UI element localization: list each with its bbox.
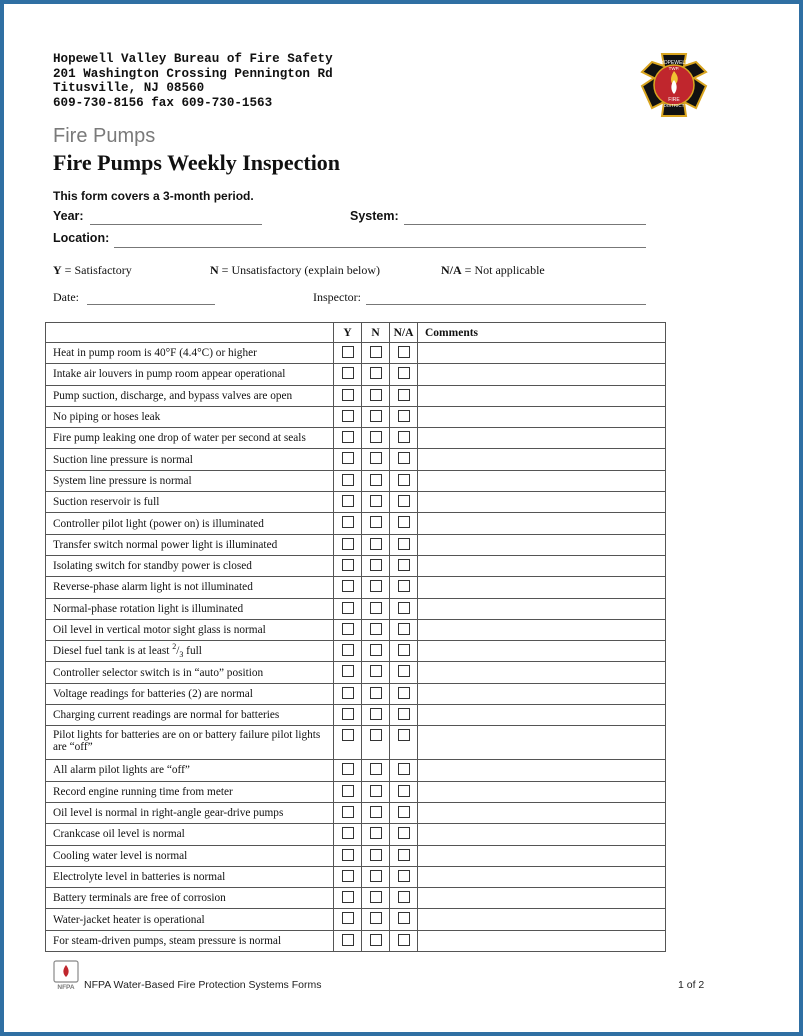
- org-name: Hopewell Valley Bureau of Fire Safety: [53, 52, 333, 66]
- checkbox-y[interactable]: [342, 827, 354, 839]
- checkbox-n[interactable]: [370, 346, 382, 358]
- checkbox-n[interactable]: [370, 495, 382, 507]
- page-number: 1 of 2: [678, 979, 705, 991]
- checkbox-n[interactable]: [370, 580, 382, 592]
- checkbox-n[interactable]: [370, 559, 382, 571]
- org-phone: 609-730-8156 fax 609-730-1563: [53, 95, 273, 110]
- inspection-item: Battery terminals are free of corrosion: [46, 888, 334, 909]
- checkbox-cell-n: [362, 781, 390, 802]
- checkbox-n[interactable]: [370, 389, 382, 401]
- checkbox-na[interactable]: [398, 516, 410, 528]
- legend-unsatisfactory: N = Unsatisfactory (explain below): [210, 263, 381, 277]
- comments-cell[interactable]: [418, 343, 666, 364]
- checkbox-na[interactable]: [398, 389, 410, 401]
- checkbox-na[interactable]: [398, 495, 410, 507]
- comments-cell[interactable]: [418, 760, 666, 781]
- checkbox-n[interactable]: [370, 870, 382, 882]
- table-row: [46, 577, 666, 598]
- checkbox-cell-n: [362, 555, 390, 576]
- checkbox-cell-y: [334, 492, 362, 513]
- checkbox-cell-n: [362, 385, 390, 406]
- checkbox-cell-na: [390, 449, 418, 470]
- checkbox-cell-y: [334, 619, 362, 640]
- table-header-row: [46, 323, 666, 343]
- checkbox-na[interactable]: [398, 346, 410, 358]
- checkbox-cell-y: [334, 930, 362, 951]
- checkbox-n[interactable]: [370, 665, 382, 677]
- inspection-item: Crankcase oil level is normal: [46, 824, 334, 845]
- checkbox-y[interactable]: [342, 389, 354, 401]
- checkbox-cell-y: [334, 726, 362, 760]
- inspection-item: Suction line pressure is normal: [46, 449, 334, 470]
- section-title: Fire Pumps: [53, 125, 156, 147]
- checkbox-cell-y: [334, 534, 362, 555]
- checkbox-y[interactable]: [342, 891, 354, 903]
- checkbox-y[interactable]: [342, 580, 354, 592]
- comments-cell[interactable]: [418, 619, 666, 640]
- checkbox-cell-y: [334, 683, 362, 704]
- checkbox-cell-n: [362, 449, 390, 470]
- table-row: [46, 343, 666, 364]
- nfpa-logo-icon: [53, 960, 79, 990]
- checkbox-cell-na: [390, 845, 418, 866]
- checkbox-cell-na: [390, 470, 418, 491]
- comments-cell[interactable]: [418, 930, 666, 951]
- checkbox-cell-n: [362, 470, 390, 491]
- form-period-note: This form covers a 3-month period.: [53, 189, 254, 203]
- comments-cell[interactable]: [418, 705, 666, 726]
- checkbox-cell-n: [362, 909, 390, 930]
- logo-text-hopewell: HOPEWELL: [660, 60, 688, 66]
- checkbox-cell-na: [390, 364, 418, 385]
- table-row: [46, 619, 666, 640]
- checkbox-cell-na: [390, 909, 418, 930]
- organization-address: [53, 52, 333, 110]
- checkbox-cell-na: [390, 619, 418, 640]
- inspection-item: Intake air louvers in pump room appear operational: [46, 364, 334, 385]
- inspection-item: Electrolyte level in batteries is normal: [46, 866, 334, 887]
- table-row: [46, 385, 666, 406]
- table-row: [46, 683, 666, 704]
- inspection-item: All alarm pilot lights are “off”: [46, 760, 334, 781]
- comments-cell[interactable]: [418, 470, 666, 491]
- checkbox-cell-y: [334, 470, 362, 491]
- checkbox-cell-n: [362, 406, 390, 427]
- table-row: [46, 470, 666, 491]
- table-row: [46, 598, 666, 619]
- comments-cell[interactable]: [418, 662, 666, 683]
- comments-cell[interactable]: [418, 492, 666, 513]
- checkbox-na[interactable]: [398, 687, 410, 699]
- checkbox-n[interactable]: [370, 912, 382, 924]
- inspection-item: Diesel fuel tank is at least $^2/_3$ full: [46, 641, 334, 662]
- table-row: [46, 888, 666, 909]
- checkbox-cell-na: [390, 343, 418, 364]
- legend-satisfactory: Y = Satisfactory: [53, 263, 132, 277]
- checkbox-cell-n: [362, 428, 390, 449]
- checkbox-cell-na: [390, 555, 418, 576]
- checkbox-cell-na: [390, 598, 418, 619]
- table-row: [46, 726, 666, 760]
- checkbox-n[interactable]: [370, 367, 382, 379]
- location-field[interactable]: [114, 247, 646, 248]
- checkbox-y[interactable]: [342, 849, 354, 861]
- checkbox-n[interactable]: [370, 849, 382, 861]
- checkbox-na[interactable]: [398, 912, 410, 924]
- checkbox-n[interactable]: [370, 516, 382, 528]
- checkbox-na[interactable]: [398, 602, 410, 614]
- checkbox-na[interactable]: [398, 870, 410, 882]
- checkbox-n[interactable]: [370, 708, 382, 720]
- checkbox-y[interactable]: [342, 687, 354, 699]
- checkbox-cell-n: [362, 343, 390, 364]
- table-row: [46, 662, 666, 683]
- inspection-item: For steam-driven pumps, steam pressure is normal: [46, 930, 334, 951]
- inspection-item: Transfer switch normal power light is illuminated: [46, 534, 334, 555]
- comments-cell[interactable]: [418, 888, 666, 909]
- comments-cell[interactable]: [418, 555, 666, 576]
- checkbox-cell-na: [390, 683, 418, 704]
- checkbox-n[interactable]: [370, 474, 382, 486]
- comments-cell[interactable]: [418, 845, 666, 866]
- inspection-item: Suction reservoir is full: [46, 492, 334, 513]
- system-field[interactable]: [404, 224, 646, 225]
- checkbox-na[interactable]: [398, 474, 410, 486]
- checkbox-cell-n: [362, 683, 390, 704]
- checkbox-n[interactable]: [370, 934, 382, 946]
- comments-cell[interactable]: [418, 641, 666, 662]
- checkbox-cell-y: [334, 555, 362, 576]
- checkbox-na[interactable]: [398, 538, 410, 550]
- inspector-field[interactable]: [366, 304, 646, 305]
- table-row: [46, 802, 666, 823]
- checkbox-cell-na: [390, 428, 418, 449]
- checkbox-cell-na: [390, 641, 418, 662]
- checkbox-na[interactable]: [398, 806, 410, 818]
- checkbox-cell-y: [334, 343, 362, 364]
- checkbox-cell-y: [334, 641, 362, 662]
- checkbox-cell-na: [390, 385, 418, 406]
- checkbox-cell-y: [334, 364, 362, 385]
- checkbox-n[interactable]: [370, 785, 382, 797]
- checkbox-cell-na: [390, 534, 418, 555]
- checkbox-y[interactable]: [342, 729, 354, 741]
- checkbox-cell-y: [334, 449, 362, 470]
- inspection-item: Water-jacket heater is operational: [46, 909, 334, 930]
- checkbox-na[interactable]: [398, 934, 410, 946]
- checkbox-y[interactable]: [342, 516, 354, 528]
- table-row: [46, 781, 666, 802]
- checkbox-y[interactable]: [342, 346, 354, 358]
- column-header-na: N/A: [390, 323, 418, 343]
- checkbox-y[interactable]: [342, 452, 354, 464]
- date-label: Date:: [53, 290, 79, 304]
- checkbox-n[interactable]: [370, 687, 382, 699]
- inspection-item: Charging current readings are normal for batteries: [46, 705, 334, 726]
- table-row: [46, 866, 666, 887]
- checkbox-na[interactable]: [398, 623, 410, 635]
- checkbox-na[interactable]: [398, 410, 410, 422]
- logo-text-fire: FIRE: [668, 97, 680, 103]
- checkbox-cell-n: [362, 866, 390, 887]
- checkbox-cell-na: [390, 824, 418, 845]
- checkbox-cell-y: [334, 781, 362, 802]
- checkbox-y[interactable]: [342, 410, 354, 422]
- checkbox-cell-n: [362, 930, 390, 951]
- checkbox-na[interactable]: [398, 431, 410, 443]
- table-row: [46, 513, 666, 534]
- checkbox-cell-n: [362, 619, 390, 640]
- table-row: [46, 760, 666, 781]
- org-city: Titusville, NJ 08560: [53, 81, 205, 95]
- system-label: System:: [350, 209, 399, 223]
- column-header-comments: Comments: [418, 323, 666, 343]
- checkbox-n[interactable]: [370, 891, 382, 903]
- checkbox-y[interactable]: [342, 665, 354, 677]
- checkbox-y[interactable]: [342, 934, 354, 946]
- weekly-inspection-checklist: [45, 322, 666, 952]
- checkbox-cell-y: [334, 705, 362, 726]
- checkbox-n[interactable]: [370, 763, 382, 775]
- checkbox-n[interactable]: [370, 806, 382, 818]
- checkbox-y[interactable]: [342, 367, 354, 379]
- checkbox-cell-n: [362, 364, 390, 385]
- checkbox-y[interactable]: [342, 623, 354, 635]
- checkbox-na[interactable]: [398, 452, 410, 464]
- checkbox-cell-n: [362, 726, 390, 760]
- checkbox-na[interactable]: [398, 559, 410, 571]
- checkbox-y[interactable]: [342, 431, 354, 443]
- table-row: [46, 555, 666, 576]
- year-field[interactable]: [90, 224, 262, 225]
- item-column-header: [46, 323, 334, 343]
- checkbox-n[interactable]: [370, 538, 382, 550]
- checkbox-cell-y: [334, 802, 362, 823]
- inspection-item: Reverse-phase alarm light is not illuminated: [46, 577, 334, 598]
- checkbox-y[interactable]: [342, 785, 354, 797]
- checkbox-cell-n: [362, 888, 390, 909]
- checkbox-n[interactable]: [370, 729, 382, 741]
- checkbox-n[interactable]: [370, 602, 382, 614]
- location-label: Location:: [53, 231, 110, 245]
- checkbox-cell-na: [390, 492, 418, 513]
- logo-text-district: DISTRICT: [663, 103, 685, 108]
- inspection-item: Oil level in vertical motor sight glass is normal: [46, 619, 334, 640]
- comments-cell[interactable]: [418, 364, 666, 385]
- table-row: [46, 909, 666, 930]
- checkbox-cell-y: [334, 406, 362, 427]
- column-header-y: Y: [334, 323, 362, 343]
- inspection-item: No piping or hoses leak: [46, 406, 334, 427]
- checkbox-na[interactable]: [398, 827, 410, 839]
- checkbox-cell-na: [390, 577, 418, 598]
- checkbox-na[interactable]: [398, 665, 410, 677]
- comments-cell[interactable]: [418, 385, 666, 406]
- inspection-item: Heat in pump room is 40°F (4.4°C) or higher: [46, 343, 334, 364]
- checkbox-na[interactable]: [398, 763, 410, 775]
- checkbox-y[interactable]: [342, 870, 354, 882]
- comments-cell[interactable]: [418, 683, 666, 704]
- checkbox-cell-na: [390, 705, 418, 726]
- checkbox-n[interactable]: [370, 644, 382, 656]
- checkbox-cell-y: [334, 866, 362, 887]
- checkbox-cell-na: [390, 888, 418, 909]
- checkbox-y[interactable]: [342, 763, 354, 775]
- inspection-item: Normal-phase rotation light is illuminated: [46, 598, 334, 619]
- checkbox-cell-y: [334, 845, 362, 866]
- inspection-item: Pump suction, discharge, and bypass valves are open: [46, 385, 334, 406]
- comments-cell[interactable]: [418, 598, 666, 619]
- inspection-item: System line pressure is normal: [46, 470, 334, 491]
- inspection-item: Controller pilot light (power on) is illuminated: [46, 513, 334, 534]
- comments-cell[interactable]: [418, 534, 666, 555]
- checkbox-cell-na: [390, 930, 418, 951]
- comments-cell[interactable]: [418, 449, 666, 470]
- checkbox-cell-na: [390, 781, 418, 802]
- legend-not-applicable: N/A = Not applicable: [441, 263, 545, 277]
- nfpa-brand-text: NFPA: [57, 984, 75, 990]
- checkbox-y[interactable]: [342, 474, 354, 486]
- checkbox-na[interactable]: [398, 849, 410, 861]
- comments-cell[interactable]: [418, 824, 666, 845]
- checkbox-cell-na: [390, 406, 418, 427]
- comments-cell[interactable]: [418, 428, 666, 449]
- checkbox-y[interactable]: [342, 602, 354, 614]
- checkbox-cell-y: [334, 385, 362, 406]
- logo-text-twp: TWP.: [668, 66, 680, 71]
- checkbox-cell-n: [362, 824, 390, 845]
- checkbox-cell-n: [362, 577, 390, 598]
- checkbox-na[interactable]: [398, 367, 410, 379]
- checkbox-cell-n: [362, 534, 390, 555]
- checkbox-cell-n: [362, 802, 390, 823]
- checkbox-cell-na: [390, 726, 418, 760]
- comments-cell[interactable]: [418, 577, 666, 598]
- checkbox-cell-na: [390, 760, 418, 781]
- checkbox-na[interactable]: [398, 785, 410, 797]
- comments-cell[interactable]: [418, 513, 666, 534]
- checkbox-cell-y: [334, 577, 362, 598]
- checkbox-cell-n: [362, 598, 390, 619]
- comments-cell[interactable]: [418, 726, 666, 760]
- inspection-item: Cooling water level is normal: [46, 845, 334, 866]
- table-row: [46, 930, 666, 951]
- table-row: [46, 428, 666, 449]
- checkbox-cell-na: [390, 513, 418, 534]
- checkbox-cell-y: [334, 888, 362, 909]
- inspection-item: Record engine running time from meter: [46, 781, 334, 802]
- comments-cell[interactable]: [418, 802, 666, 823]
- checkbox-cell-na: [390, 866, 418, 887]
- comments-cell[interactable]: [418, 781, 666, 802]
- table-row: [46, 534, 666, 555]
- org-street: 201 Washington Crossing Pennington Rd: [53, 66, 333, 81]
- table-row: [46, 449, 666, 470]
- table-row: [46, 845, 666, 866]
- inspection-item: Fire pump leaking one drop of water per second at seals: [46, 428, 334, 449]
- checkbox-y[interactable]: [342, 644, 354, 656]
- checkbox-cell-y: [334, 513, 362, 534]
- checkbox-y[interactable]: [342, 708, 354, 720]
- column-header-n: N: [362, 323, 390, 343]
- checkbox-n[interactable]: [370, 410, 382, 422]
- table-row: [46, 641, 666, 662]
- table-row: [46, 492, 666, 513]
- checkbox-cell-y: [334, 598, 362, 619]
- footer-text: NFPA Water-Based Fire Protection Systems Forms: [84, 979, 322, 991]
- form-title: Fire Pumps Weekly Inspection: [53, 150, 341, 175]
- checkbox-na[interactable]: [398, 644, 410, 656]
- checkbox-y[interactable]: [342, 559, 354, 571]
- date-field[interactable]: [87, 304, 215, 305]
- checkbox-cell-y: [334, 824, 362, 845]
- checkbox-cell-n: [362, 845, 390, 866]
- checkbox-y[interactable]: [342, 806, 354, 818]
- checkbox-na[interactable]: [398, 580, 410, 592]
- inspection-item: Oil level is normal in right-angle gear-drive pumps: [46, 802, 334, 823]
- table-row: [46, 705, 666, 726]
- inspection-item: Pilot lights for batteries are on or battery failure pilot lights are “off”: [46, 726, 334, 760]
- checkbox-y[interactable]: [342, 912, 354, 924]
- comments-cell[interactable]: [418, 909, 666, 930]
- checkbox-y[interactable]: [342, 495, 354, 507]
- checkbox-n[interactable]: [370, 431, 382, 443]
- checkbox-cell-na: [390, 662, 418, 683]
- table-row: [46, 824, 666, 845]
- inspector-label: Inspector:: [313, 290, 361, 304]
- comments-cell[interactable]: [418, 406, 666, 427]
- checkbox-na[interactable]: [398, 891, 410, 903]
- checkbox-cell-n: [362, 641, 390, 662]
- inspection-item: Voltage readings for batteries (2) are normal: [46, 683, 334, 704]
- checkbox-cell-y: [334, 909, 362, 930]
- checkbox-cell-n: [362, 513, 390, 534]
- checkbox-n[interactable]: [370, 827, 382, 839]
- checkbox-cell-y: [334, 662, 362, 683]
- checkbox-na[interactable]: [398, 729, 410, 741]
- table-row: [46, 406, 666, 427]
- inspection-item: Controller selector switch is in “auto” position: [46, 662, 334, 683]
- checkbox-cell-y: [334, 760, 362, 781]
- checkbox-cell-n: [362, 492, 390, 513]
- checkbox-n[interactable]: [370, 452, 382, 464]
- fire-district-logo-icon: [640, 52, 708, 118]
- checkbox-cell-n: [362, 705, 390, 726]
- checkbox-y[interactable]: [342, 538, 354, 550]
- table-row: [46, 364, 666, 385]
- year-label: Year:: [53, 209, 84, 223]
- checkbox-cell-n: [362, 760, 390, 781]
- checkbox-cell-n: [362, 662, 390, 683]
- checkbox-n[interactable]: [370, 623, 382, 635]
- inspection-item: Isolating switch for standby power is closed: [46, 555, 334, 576]
- comments-cell[interactable]: [418, 866, 666, 887]
- checkbox-na[interactable]: [398, 708, 410, 720]
- checkbox-cell-na: [390, 802, 418, 823]
- checkbox-cell-y: [334, 428, 362, 449]
